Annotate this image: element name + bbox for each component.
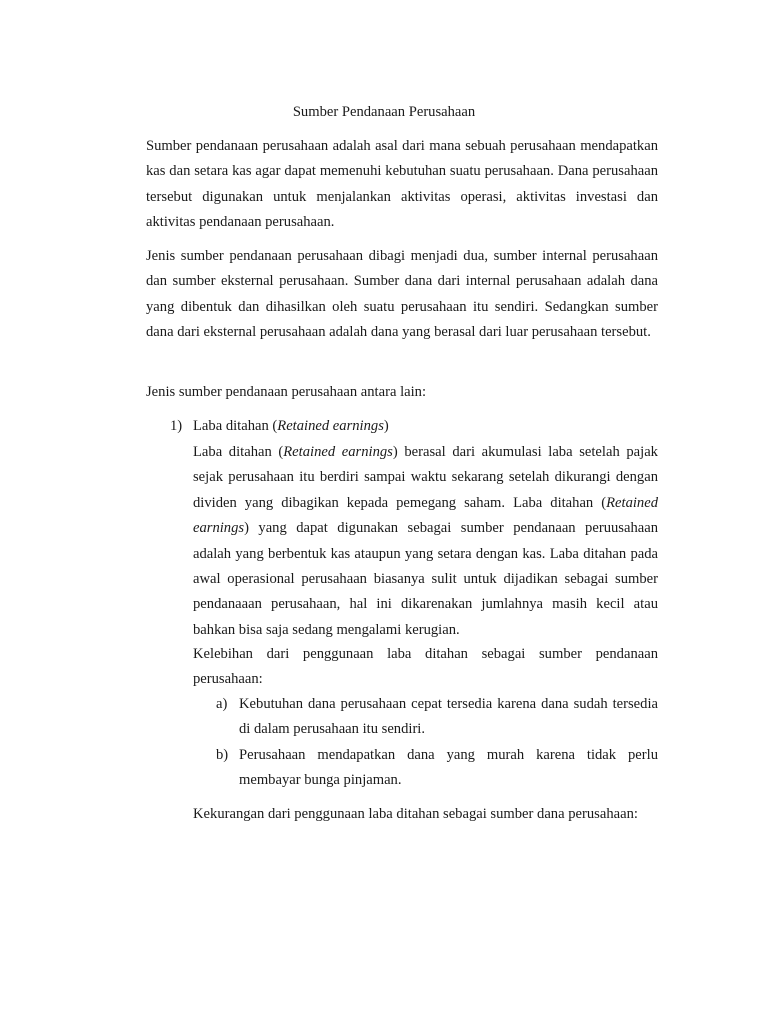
paragraph-list-intro: Jenis sumber pendanaan perusahaan antara lain: (146, 384, 427, 400)
advantage-label-b: b) (216, 747, 229, 763)
advantage-label-a: a) (216, 696, 228, 712)
body-text-a: Laba ditahan ( (193, 444, 284, 460)
paragraph-definition: Sumber pendanaan perusahaan adalah asal dari mana sebuah perusahaan mendapatkan kas dan setara kas agar dapat memenuhi kebutuhan suatu perusahaan. Dana perusahaan tersebut digunakan untuk menjalankan aktivitas operasi, aktivitas investasi dan aktivitas pendanaan perusahaan. (146, 138, 658, 231)
body-term-2: Retained earnings (193, 494, 658, 537)
advantages-intro: Kelebihan dari penggunaan laba ditahan sebagai sumber pendanaan perusahaan: (193, 646, 658, 688)
heading-text-b: ) (383, 418, 389, 434)
advantage-text-a: Kebutuhan dana perusahaan cepat tersedia karena dana sudah tersedia di dalam perusahaan itu sendiri. (239, 696, 658, 738)
retained-earnings-description (193, 440, 658, 643)
advantage-text-b: Perusahaan mendapatkan dana yang murah karena tidak perlu membayar bunga pinjaman. (239, 747, 658, 789)
list-item-heading (193, 414, 389, 439)
heading-term: Retained earnings (277, 418, 384, 434)
body-text-c: ) yang dapat digunakan sebagai sumber pendanaan peruusahaan adalah yang berbentuk kas ataupun yang setara dengan kas. Laba ditahan pada awal operasional perusahaan biasanya sulit untuk dijadikan sebagai sumber pendanaaan perusahaan, hal ini dikarenakan jumlahnya masih kecil atau bahkan bisa saja sedang mengalami kerugian. (193, 520, 658, 638)
body-text-b: ) berasal dari akumulasi laba setelah pajak sejak perusahaan itu berdiri sampai waktu sekarang setelah dikurangi dengan dividen yang dibagikan kepada pemegang saham. Laba ditahan ( (193, 444, 658, 511)
disadvantages-intro: Kekurangan dari penggunaan laba ditahan sebagai sumber dana perusahaan: (193, 806, 638, 822)
paragraph-types: Jenis sumber pendanaan perusahaan dibagi menjadi dua, sumber internal perusahaan dan sumber eksternal perusahaan. Sumber dana dari internal perusahaan adalah dana yang dibentuk dan dihasilkan oleh suatu perusahaan itu sendiri. Sedangkan sumber dana dari eksternal perusahaan adalah dana yang berasal dari luar perusahaan tersebut. (146, 248, 658, 341)
body-term: Retained earnings (283, 444, 393, 460)
document-title: Sumber Pendanaan Perusahaan (292, 104, 476, 120)
heading-text-a: Laba ditahan ( (193, 418, 278, 434)
list-item-number: 1) (170, 418, 183, 434)
